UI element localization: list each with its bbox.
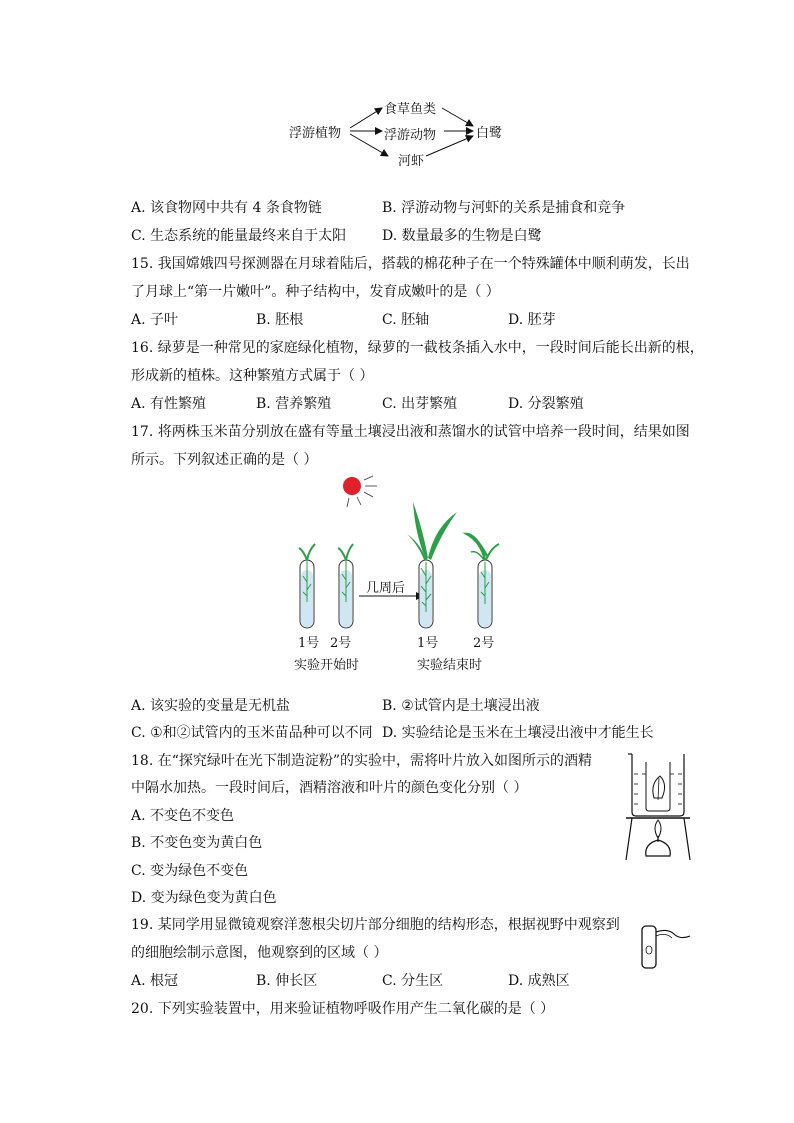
q18-option-b[interactable]: B. 不变色变为黄白色 [131,835,263,851]
experiment-start-caption: 实验开始时 [294,658,360,673]
arrow-fish-to-egret [442,108,473,126]
q15-stem-line1: 15. 我国嫦娥四号探测器在月球着陆后，搭载的棉花种子在一个特殊罐体中顺利萌发，长出 [131,256,690,272]
q15-option-d[interactable]: D. 胚芽 [508,312,556,328]
q17-stem-line2: 所示。下列叙述正确的是（ ） [131,452,318,468]
tube-1-end [407,502,457,628]
q19-option-b[interactable]: B. 伸长区 [256,973,318,989]
q18-stem-line2: 中隔水加热。一段时间后，酒精溶液和叶片的颜色变化分别（ ） [131,780,528,796]
q16-option-a[interactable]: A. 有性繁殖 [131,396,207,412]
corn-seedling-experiment-figure [285,472,515,632]
root-hair-cell-figure [636,922,694,972]
q15-option-c[interactable]: C. 胚轴 [382,312,430,328]
q16-option-b[interactable]: B. 营养繁殖 [256,396,332,412]
q16-stem-line1: 16. 绿萝是一种常见的家庭绿化植物，绿萝的一截枝条插入水中，一段时间后能长出新的根， [131,340,704,356]
q19-stem-line2: 的细胞绘制示意图，他观察到的区域（ ） [131,945,388,961]
q17-option-a[interactable]: A. 该实验的变量是无机盐 [131,698,291,714]
node-egret: 白鹭 [476,126,503,141]
tube-2-start [338,544,353,628]
tube-1-end-label: 1号 [417,636,439,651]
node-herbivorous-fish: 食草鱼类 [384,102,437,117]
q19-stem-line1: 19. 某同学用显微镜观察洋葱根尖切片部分细胞的结构形态，根据视野中观察到 [131,917,620,933]
q19-option-a[interactable]: A. 根冠 [131,973,179,989]
q18-stem-line1: 18. 在“探究绿叶在光下制造淀粉”的实验中，需将叶片放入如图所示的酒精 [131,753,593,769]
q19-option-d[interactable]: D. 成熟区 [508,973,570,989]
q16-stem-line2: 形成新的植株。这种繁殖方式属于（ ） [131,368,374,384]
q18-option-d[interactable]: D. 变为绿色变为黄白色 [131,890,277,906]
node-shrimp: 河虾 [398,154,425,169]
tube-1-start-label: 1号 [298,636,320,651]
weeks-later-label: 几周后 [366,581,406,596]
tube-2-end-label: 2号 [473,636,495,651]
q17-stem-line1: 17. 将两株玉米苗分别放在盛有等量土壤浸出液和蒸馏水的试管中培养一段时间，结果如图 [131,424,690,440]
tube-1-start [299,544,315,628]
q14-option-b[interactable]: B. 浮游动物与河虾的关系是捕食和竞争 [382,200,626,216]
tube-2-end [467,534,499,628]
node-zooplankton: 浮游动物 [384,128,437,143]
q14-option-c[interactable]: C. 生态系统的能量最终来自于太阳 [131,228,347,244]
q20-stem-line1: 20. 下列实验装置中，用来验证植物呼吸作用产生二氧化碳的是（ ） [131,1001,555,1017]
q15-stem-line2: 了月球上“第一片嫩叶”。种子结构中，发育成嫩叶的是（ ） [131,284,500,300]
q16-option-d[interactable]: D. 分裂繁殖 [508,396,584,412]
sun-icon [343,477,361,495]
q17-option-d[interactable]: D. 实验结论是玉米在土壤浸出液中才能生长 [382,725,654,741]
q14-option-a[interactable]: A. 该食物网中共有 4 条食物链 [131,200,322,216]
q17-option-b[interactable]: B. ②试管内是土壤浸出液 [382,698,540,714]
q18-option-a[interactable]: A. 不变色不变色 [131,808,235,824]
q15-option-a[interactable]: A. 子叶 [131,312,179,328]
arrow-plant-to-shrimp [350,134,388,156]
q19-option-c[interactable]: C. 分生区 [382,973,444,989]
q18-option-c[interactable]: C. 变为绿色不变色 [131,863,249,879]
experiment-end-caption: 实验结束时 [417,658,483,673]
tube-2-start-label: 2号 [330,636,352,651]
water-bath-heating-figure [624,748,694,866]
q16-option-c[interactable]: C. 出芽繁殖 [382,396,458,412]
arrow-plant-to-fish [350,108,382,128]
q17-option-c[interactable]: C. ①和②试管内的玉米苗品种可以不同 [131,725,373,741]
q14-option-d[interactable]: D. 数量最多的生物是白鹭 [382,228,542,244]
q15-option-b[interactable]: B. 胚根 [256,312,304,328]
node-producer: 浮游植物 [289,126,342,141]
